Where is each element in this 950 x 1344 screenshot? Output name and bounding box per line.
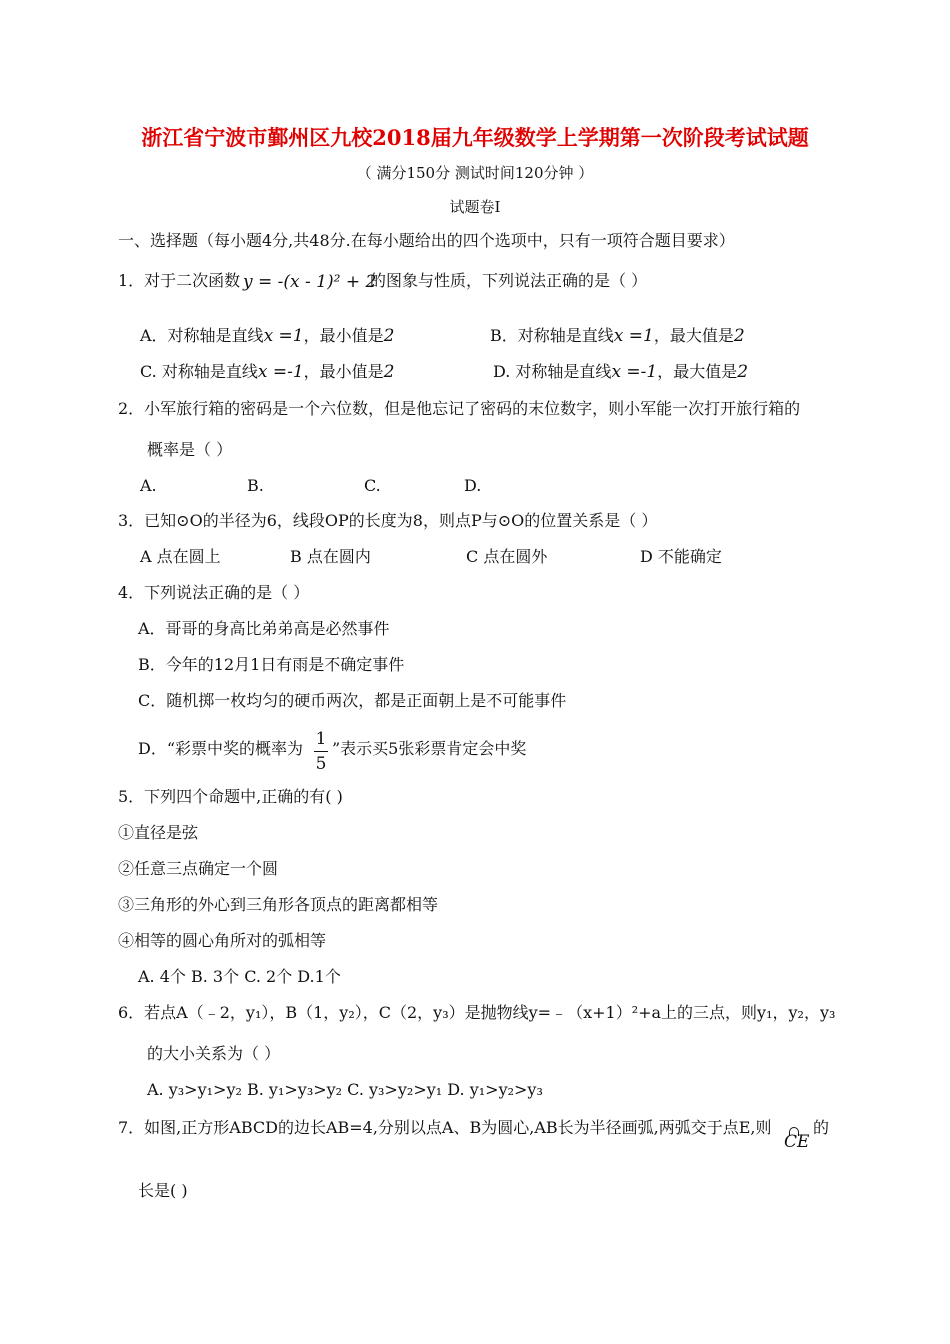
q7-stem-tail: 的 <box>813 1118 830 1137</box>
q2-option-d: D. <box>464 476 482 495</box>
q4-option-d-pre: D．“彩票中奖的概率为 <box>138 739 304 758</box>
q3-option-c: C 点在圆外 <box>466 547 548 566</box>
q3-stem: 3．已知⊙O的半径为6，线段OP的长度为8，则点P与⊙O的位置关系是（ ） <box>118 511 658 530</box>
q4-fraction <box>314 729 328 774</box>
q1-option-d: D. 对称轴是直线x =-1，最大值是2 <box>493 362 749 382</box>
q1-option-c: C. 对称轴是直线x =-1，最小值是2 <box>140 362 395 382</box>
q5-options: A. 4个 B. 3个 C. 2个 D.1个 <box>138 967 341 986</box>
q6-stem-line2: 的大小关系为（ ） <box>147 1044 281 1063</box>
q4-option-a: A．哥哥的身高比弟弟高是必然事件 <box>138 619 390 638</box>
q3-option-a: A 点在圆上 <box>140 547 221 566</box>
doc-subtitle: （ 满分150分 测试时间120分钟 ） <box>356 164 594 182</box>
fraction-denominator: 5 <box>315 754 327 774</box>
q1-option-a: A．对称轴是直线x =1，最小值是2 <box>140 326 395 346</box>
q2-option-c: C. <box>364 476 381 495</box>
q7-arc-label: CE <box>784 1132 810 1152</box>
q1-stem-pre: 1．对于二次函数 <box>118 271 241 290</box>
q5-statement-1: ①直径是弦 <box>118 823 199 842</box>
q5-stem: 5．下列四个命题中,正确的有( ) <box>118 787 343 806</box>
q1-formula: y = -(x - 1)² + 2 <box>243 272 377 292</box>
q3-option-b: B 点在圆内 <box>290 547 371 566</box>
q2-stem-line1: 2．小军旅行箱的密码是一个六位数，但是他忘记了密码的末位数字，则小军能一次打开旅行箱的 <box>118 399 801 418</box>
q6-options: A. y₃>y₁>y₂ B. y₁>y₃>y₂ C. y₃>y₂>y₁ D. y₁>y₂>y₃ <box>147 1080 543 1099</box>
paper-label: 试题卷Ⅰ <box>449 198 501 216</box>
q7-stem-line1: 7．如图,正方形ABCD的边长AB=4,分别以点A、B为圆心,AB长为半径画弧,两弧交于点E,则 <box>118 1118 772 1137</box>
q1-option-b: B．对称轴是直线x =1，最大值是2 <box>490 326 745 346</box>
q2-option-b: B. <box>247 476 264 495</box>
q1-stem-post: 的图象与性质，下列说法正确的是（ ） <box>370 271 648 290</box>
q3-option-d: D 不能确定 <box>640 547 722 566</box>
section-heading: 一、选择题（每小题4分,共48分.在每小题给出的四个选项中，只有一项符合题目要求） <box>118 231 735 250</box>
fraction-numerator: 1 <box>315 729 327 749</box>
q4-option-c: C．随机掷一枚均匀的硬币两次，都是正面朝上是不可能事件 <box>138 691 567 710</box>
q5-statement-3: ③三角形的外心到三角形各顶点的距离都相等 <box>118 895 439 914</box>
q2-option-a: A. <box>140 476 157 495</box>
q5-statement-4: ④相等的圆心角所对的弧相等 <box>118 931 327 950</box>
fraction-bar <box>314 751 328 752</box>
q4-option-b: B．今年的12月1日有雨是不确定事件 <box>138 655 405 674</box>
doc-title: 浙江省宁波市鄞州区九校2018届九年级数学上学期第一次阶段考试试题 <box>141 125 809 150</box>
q2-stem-line2: 概率是（ ） <box>147 440 233 459</box>
q6-stem-line1: 6．若点A（﹣2，y₁），B（1，y₂），C（2，y₃）是抛物线y=﹣（x+1）²+a上的三点，则y₁，y₂，y₃ <box>118 1003 836 1022</box>
q4-stem: 4．下列说法正确的是（ ） <box>118 583 310 602</box>
q5-statement-2: ②任意三点确定一个圆 <box>118 859 279 878</box>
q4-option-d-post: ”表示买5张彩票肯定会中奖 <box>332 739 527 758</box>
q7-stem-line2: 长是( ) <box>138 1181 188 1200</box>
